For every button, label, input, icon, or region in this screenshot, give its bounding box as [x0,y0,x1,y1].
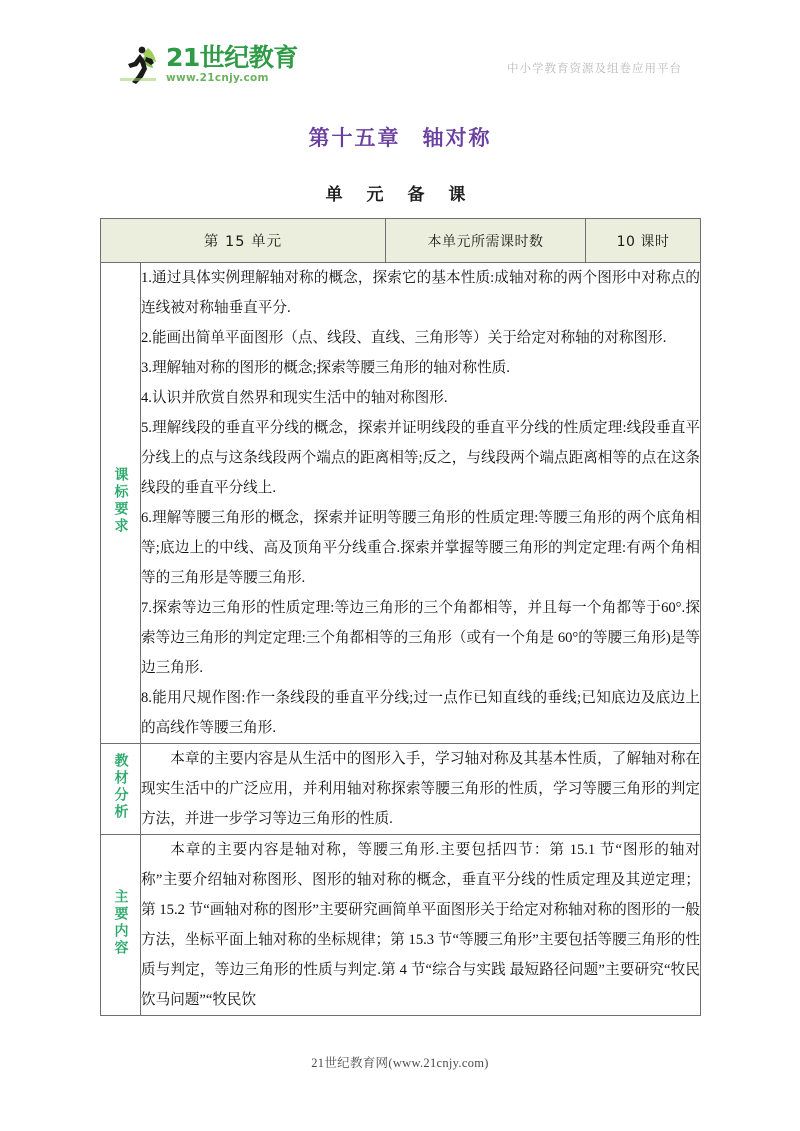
row-content-standards [141,263,701,744]
list-item: 8.能用尺规作图:作一条线段的垂直平分线;过一点作已知直线的垂线;已知底边及底边上的高线作等腰三角形. [141,690,701,736]
list-item: 2.能画出简单平面图形（点、线段、直线、三角形等）关于给定对称轴的对称图形. [141,330,667,346]
page-header [0,40,800,98]
site-logo[interactable] [118,42,298,86]
paragraph: 本章的主要内容是轴对称，等腰三角形.主要包括四节：第 15.1 节“图形的轴对称”主要介绍轴对称图形、图形的轴对称的概念，垂直平分线的性质定理及其逆定理；第 15.2 节“画轴对称的图形”主要研究画简单平面图形关于给定对称轴对称的图形的一般方法，坐标平面上轴对称的坐标规律；第 15.3 节“等腰三角形”主要包括等腰三角形的性质与判定，等边三角形的性质与判定.第 4 节“综合与实践 最短路径问题”主要研究“牧民饮马问题”“牧民饮 [141,842,701,1008]
row-label-standards [101,263,141,744]
unit-subtitle: 单 元 备 课 [325,185,475,205]
table-row [101,835,701,1016]
paragraph: 本章的主要内容是从生活中的图形入手，学习轴对称及其基本性质，了解轴对称在现实生活中的广泛应用，并利用轴对称探索等腰三角形的性质，学习等腰三角形的判定方法，并进一步学习等边三角形的性质. [141,751,701,827]
row-label-text: 教材分析 [112,752,129,821]
unit-number-cell: 第 15 单元 [101,219,386,263]
row-content-material-analysis [141,744,701,835]
logo-title: 21世纪教育 [166,42,298,72]
chapter-topic: 轴对称 [422,126,492,150]
list-item: 7.探索等边三角形的性质定理:等边三角形的三个角都相等，并且每一个角都等于60°.探索等边三角形的判定定理:三个角都相等的三角形（或有一个角是 60°的等腰三角形)是等边三角形. [141,600,701,676]
row-content-main-content [141,835,701,1016]
site-slogan: 中小学教育资源及组卷应用平台 [507,61,682,75]
running-person-icon [118,42,160,86]
chapter-title [0,122,800,152]
row-label-main-content [101,835,141,1016]
table-header-row [101,219,701,263]
list-item: 4.认识并欣赏自然界和现实生活中的轴对称图形. [141,390,448,406]
list-item: 3.理解轴对称的图形的概念;探索等腰三角形的轴对称性质. [141,360,510,376]
logo-url: www.21cnjy.com [166,71,269,84]
list-item: 6.理解等腰三角形的概念，探索并证明等腰三角形的性质定理:等腰三角形的两个底角相等;底边上的中线、高及顶角平分线重合.探索并掌握等腰三角形的判定定理:有两个角相等的三角形是等腰三角形. [141,510,701,586]
list-item: 5.理解线段的垂直平分线的概念，探索并证明线段的垂直平分线的性质定理:线段垂直平分线上的点与这条线段两个端点的距离相等;反之，与线段两个端点距离相等的点在这条线段的垂直平分线上. [141,420,701,496]
periods-value-cell: 10 课时 [586,219,701,263]
chapter-number: 第十五章 [308,126,401,150]
table-row [101,263,701,744]
table-row [101,744,701,835]
page-footer: 21世纪教育网(www.21cnjy.com) [311,1056,489,1070]
list-item: 1.通过具体实例理解轴对称的概念，探索它的基本性质:成轴对称的两个图形中对称点的连线被对称轴垂直平分. [141,270,701,316]
row-label-text: 主要内容 [112,888,129,957]
row-label-text: 课标要求 [112,466,129,535]
unit-plan-table [100,218,701,1016]
periods-label-cell: 本单元所需课时数 [386,219,586,263]
row-label-material-analysis [101,744,141,835]
